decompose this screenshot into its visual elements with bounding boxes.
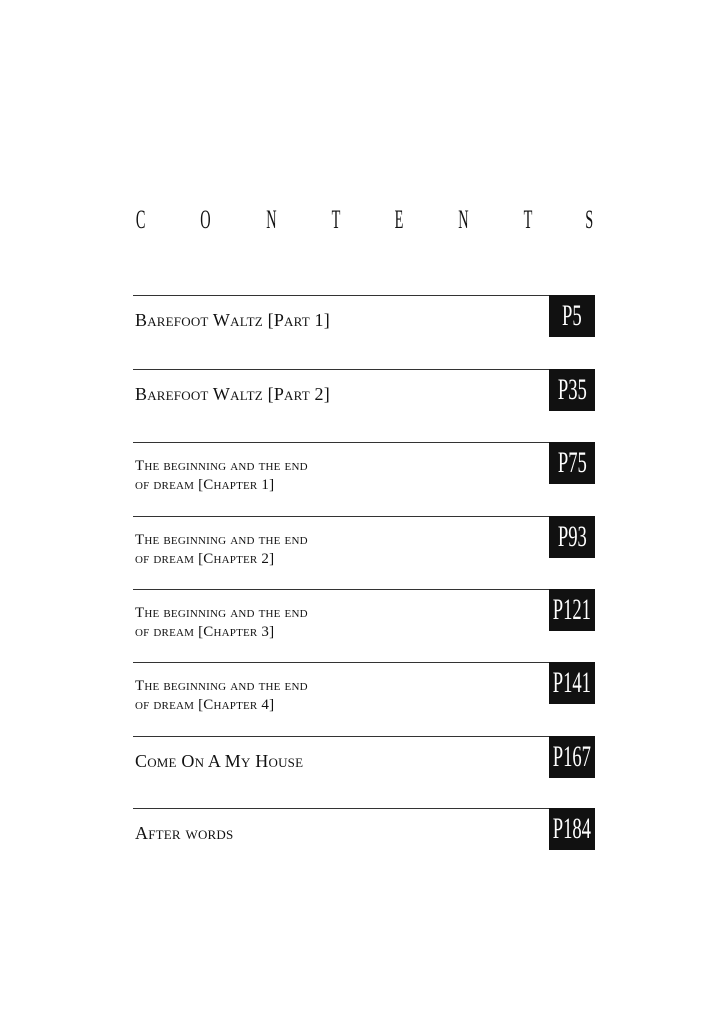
divider-rule — [133, 736, 595, 737]
divider-rule — [133, 369, 595, 370]
heading-letter: T — [331, 205, 341, 234]
heading-letter: N — [457, 205, 469, 234]
entry-title: Barefoot Waltz [Part 2] — [135, 384, 330, 404]
divider-rule — [133, 295, 595, 296]
page-number-box — [549, 736, 595, 778]
entry-title: After words — [135, 823, 234, 843]
page-number-box — [549, 516, 595, 558]
page-number: P93 — [557, 520, 587, 553]
page-number-box — [549, 369, 595, 411]
contents-heading — [132, 203, 597, 237]
page-number-box — [549, 295, 595, 337]
heading-letter: E — [394, 205, 404, 234]
heading-letter: S — [585, 205, 594, 234]
page-number: P121 — [552, 593, 592, 626]
page-number: P141 — [552, 666, 592, 699]
heading-letter: C — [135, 205, 146, 234]
entry-title: Barefoot Waltz [Part 1] — [135, 310, 330, 330]
entry-title: The beginning and the end of dream [Chapter 4] — [135, 678, 308, 713]
heading-letter: T — [523, 205, 532, 234]
divider-rule — [133, 442, 595, 443]
entry-title: The beginning and the end of dream [Chapter 1] — [135, 458, 308, 493]
divider-rule — [133, 516, 595, 517]
page-number: P184 — [552, 812, 592, 845]
entry-title: The beginning and the end of dream [Chapter 3] — [135, 605, 308, 640]
page-number-box — [549, 589, 595, 631]
entry-title: The beginning and the end of dream [Chapter 2] — [135, 532, 308, 567]
divider-rule — [133, 589, 595, 590]
heading-letter: O — [200, 205, 211, 234]
page-number-box — [549, 442, 595, 484]
page-number: P5 — [562, 299, 582, 332]
page-number: P35 — [557, 373, 587, 406]
page-number-box — [549, 808, 595, 850]
entry-title: Come On A My House — [135, 751, 304, 771]
page-number: P75 — [557, 446, 587, 479]
divider-rule — [133, 662, 595, 663]
heading-letter: N — [266, 205, 277, 234]
page-number: P167 — [552, 740, 592, 773]
page-number-box — [549, 662, 595, 704]
divider-rule — [133, 808, 595, 809]
